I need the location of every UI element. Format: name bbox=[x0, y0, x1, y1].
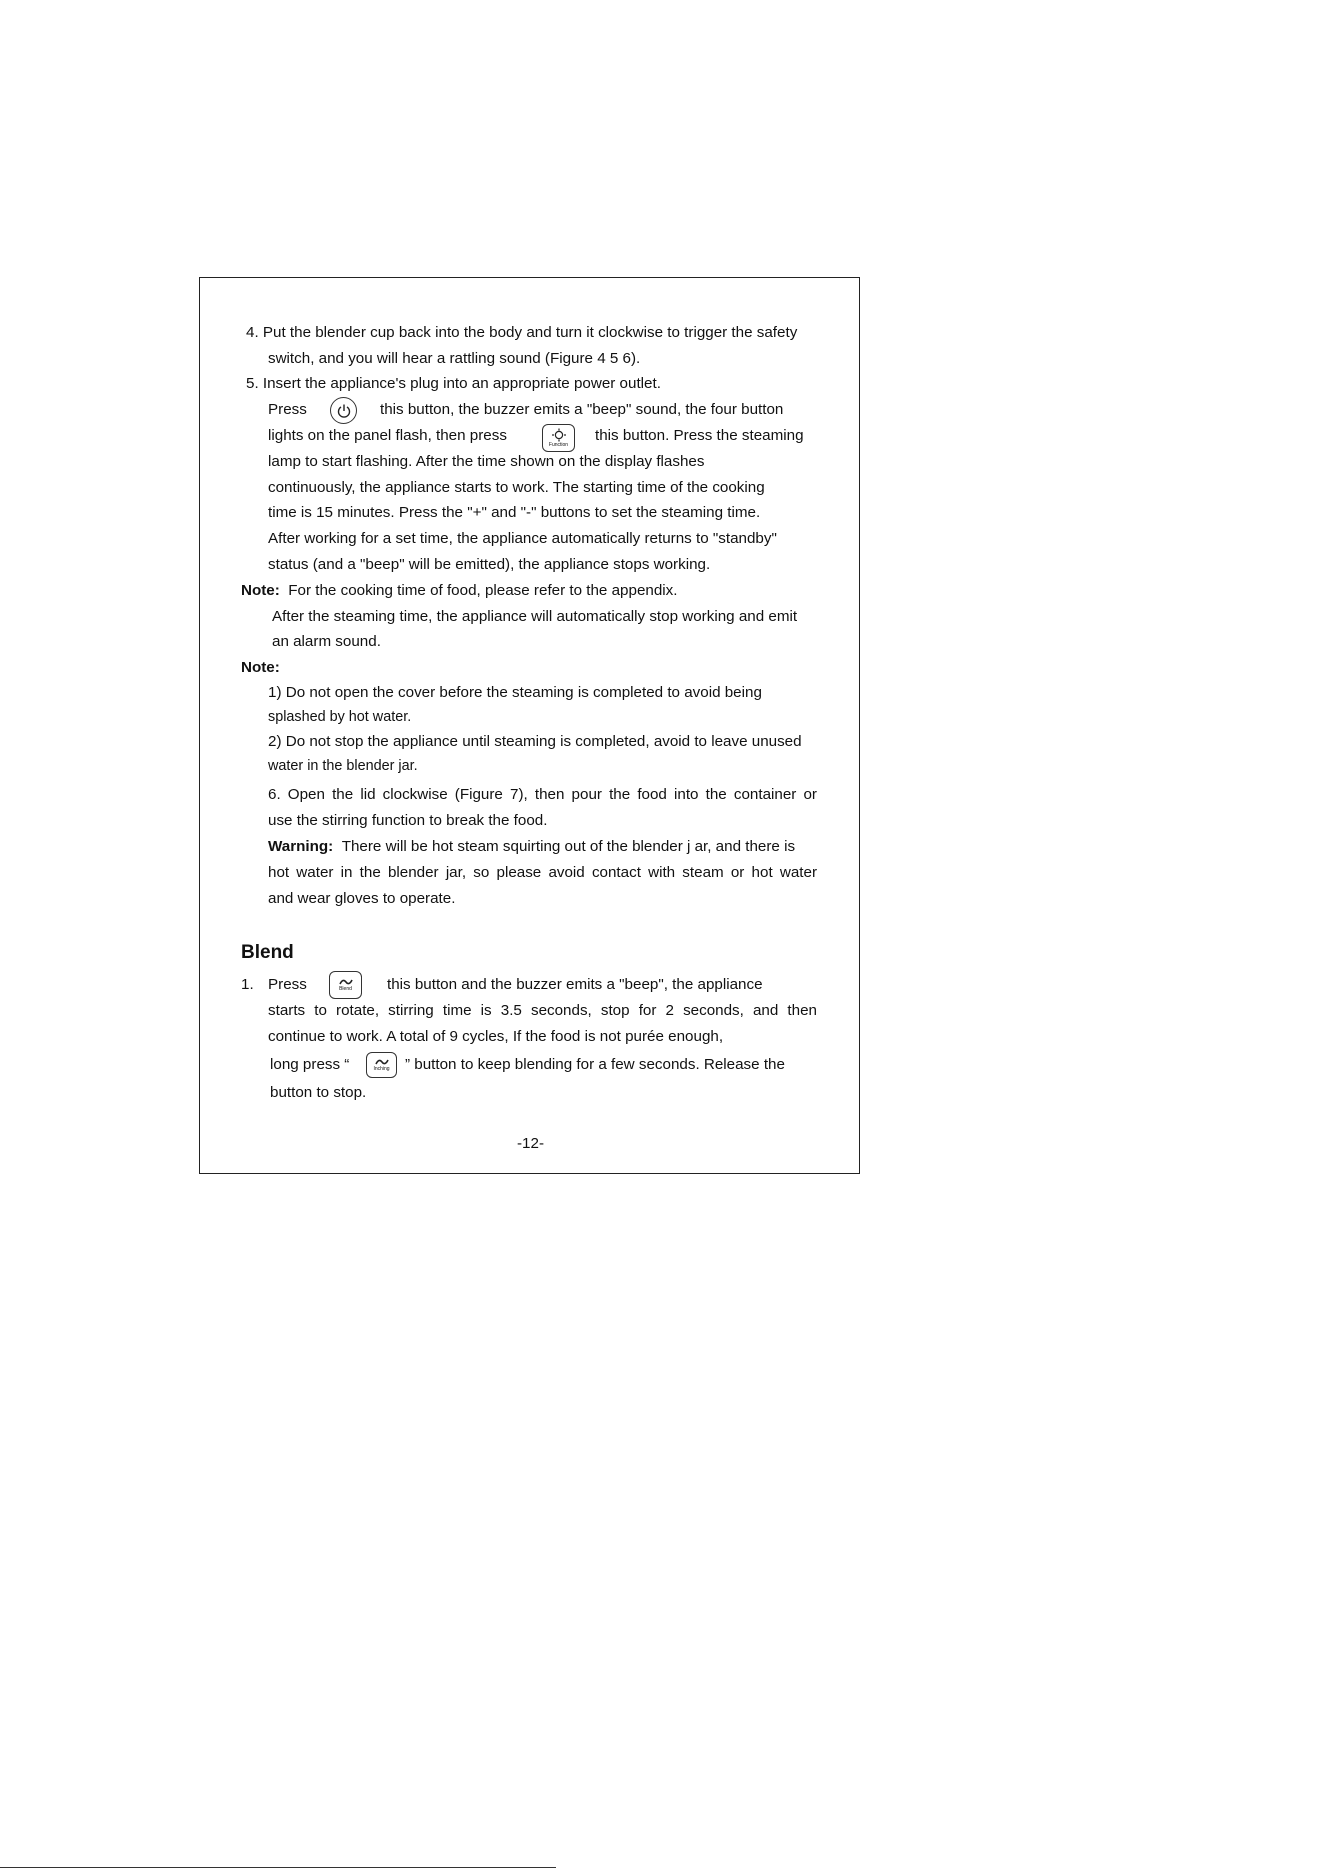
blend-line-1: this button and the buzzer emits a "beep", the appliance bbox=[387, 976, 763, 993]
step-6-line-1: 6. Open the lid clockwise (Figure 7), then pour the food into the container or bbox=[268, 786, 817, 803]
note-2-label: Note: bbox=[241, 659, 280, 676]
step-5-line-7: After working for a set time, the appliance automatically returns to "standby" bbox=[268, 530, 777, 547]
blend-icon-label: Blend bbox=[339, 986, 352, 992]
bottom-edge-rule bbox=[0, 1867, 556, 1868]
note-1-label: Note: bbox=[241, 582, 280, 599]
warning-line-2: hot water in the blender jar, so please avoid contact with steam or hot water bbox=[268, 864, 817, 881]
step-5-line-1: 5. Insert the appliance's plug into an appropriate power outlet. bbox=[246, 375, 661, 392]
step-5-line-3b: this button. Press the steaming bbox=[595, 427, 804, 444]
blend-line-3: continue to work. A total of 9 cycles, If the food is not purée enough, bbox=[268, 1028, 724, 1045]
warning-label: Warning: bbox=[268, 838, 334, 855]
blend-line-4a: long press “ bbox=[270, 1056, 350, 1073]
step-5-line-5: continuously, the appliance starts to work. The starting time of the cooking bbox=[268, 479, 765, 496]
step-5-line-2: this button, the buzzer emits a "beep" sound, the four button bbox=[380, 401, 784, 418]
note-1-line-3: an alarm sound. bbox=[272, 633, 381, 650]
power-button-icon bbox=[330, 397, 357, 424]
blend-button-icon bbox=[329, 971, 362, 999]
warning bbox=[268, 837, 795, 857]
step-5-line-3a: lights on the panel flash, then press bbox=[268, 427, 507, 444]
note-1-line-2: After the steaming time, the appliance will automatically stop working and emit bbox=[272, 608, 798, 625]
page-number: -12- bbox=[517, 1135, 545, 1152]
note-1 bbox=[241, 581, 677, 601]
inching-icon-label: Inching bbox=[373, 1066, 390, 1072]
note-2-item-1-line-2: splashed by hot water. bbox=[268, 709, 412, 725]
blend-line-2: starts to rotate, stirring time is 3.5 seconds, stop for 2 seconds, and then bbox=[268, 1002, 817, 1019]
note-2-item-2-line-2: water in the blender jar. bbox=[268, 758, 418, 774]
step-4-line-2: switch, and you will hear a rattling sound (Figure 4 5 6). bbox=[268, 350, 641, 367]
step-5-line-6: time is 15 minutes. Press the "+" and "-" buttons to set the steaming time. bbox=[268, 504, 761, 521]
step-4-line-1: 4. Put the blender cup back into the body and turn it clockwise to trigger the safety bbox=[246, 324, 798, 341]
step-6-line-2: use the stirring function to break the food. bbox=[268, 812, 548, 829]
note-2-item-2-line-1: 2) Do not stop the appliance until steaming is completed, avoid to leave unused bbox=[268, 733, 802, 750]
blend-step-number: 1. bbox=[241, 976, 254, 993]
function-button-icon bbox=[542, 424, 575, 452]
blend-heading: Blend bbox=[241, 942, 294, 963]
step-5-line-4: lamp to start flashing. After the time shown on the display flashes bbox=[268, 453, 705, 470]
warning-line-3: and wear gloves to operate. bbox=[268, 890, 456, 907]
warning-text: There will be hot steam squirting out of the blender j ar, and there is bbox=[341, 838, 796, 855]
blend-line-5: button to stop. bbox=[270, 1084, 367, 1101]
note-2-item-1-line-1: 1) Do not open the cover before the steaming is completed to avoid being bbox=[268, 684, 762, 701]
press-word: Press bbox=[268, 401, 307, 418]
blend-line-4b: ” button to keep blending for a few seconds. Release the bbox=[405, 1056, 785, 1073]
inching-button-icon bbox=[366, 1052, 397, 1078]
step-5-line-8: status (and a "beep" will be emitted), the appliance stops working. bbox=[268, 556, 711, 573]
blend-press-word: Press bbox=[268, 976, 307, 993]
function-icon-label: Function bbox=[548, 442, 569, 448]
note-1-text: For the cooking time of food, please refer to the appendix. bbox=[288, 582, 678, 599]
